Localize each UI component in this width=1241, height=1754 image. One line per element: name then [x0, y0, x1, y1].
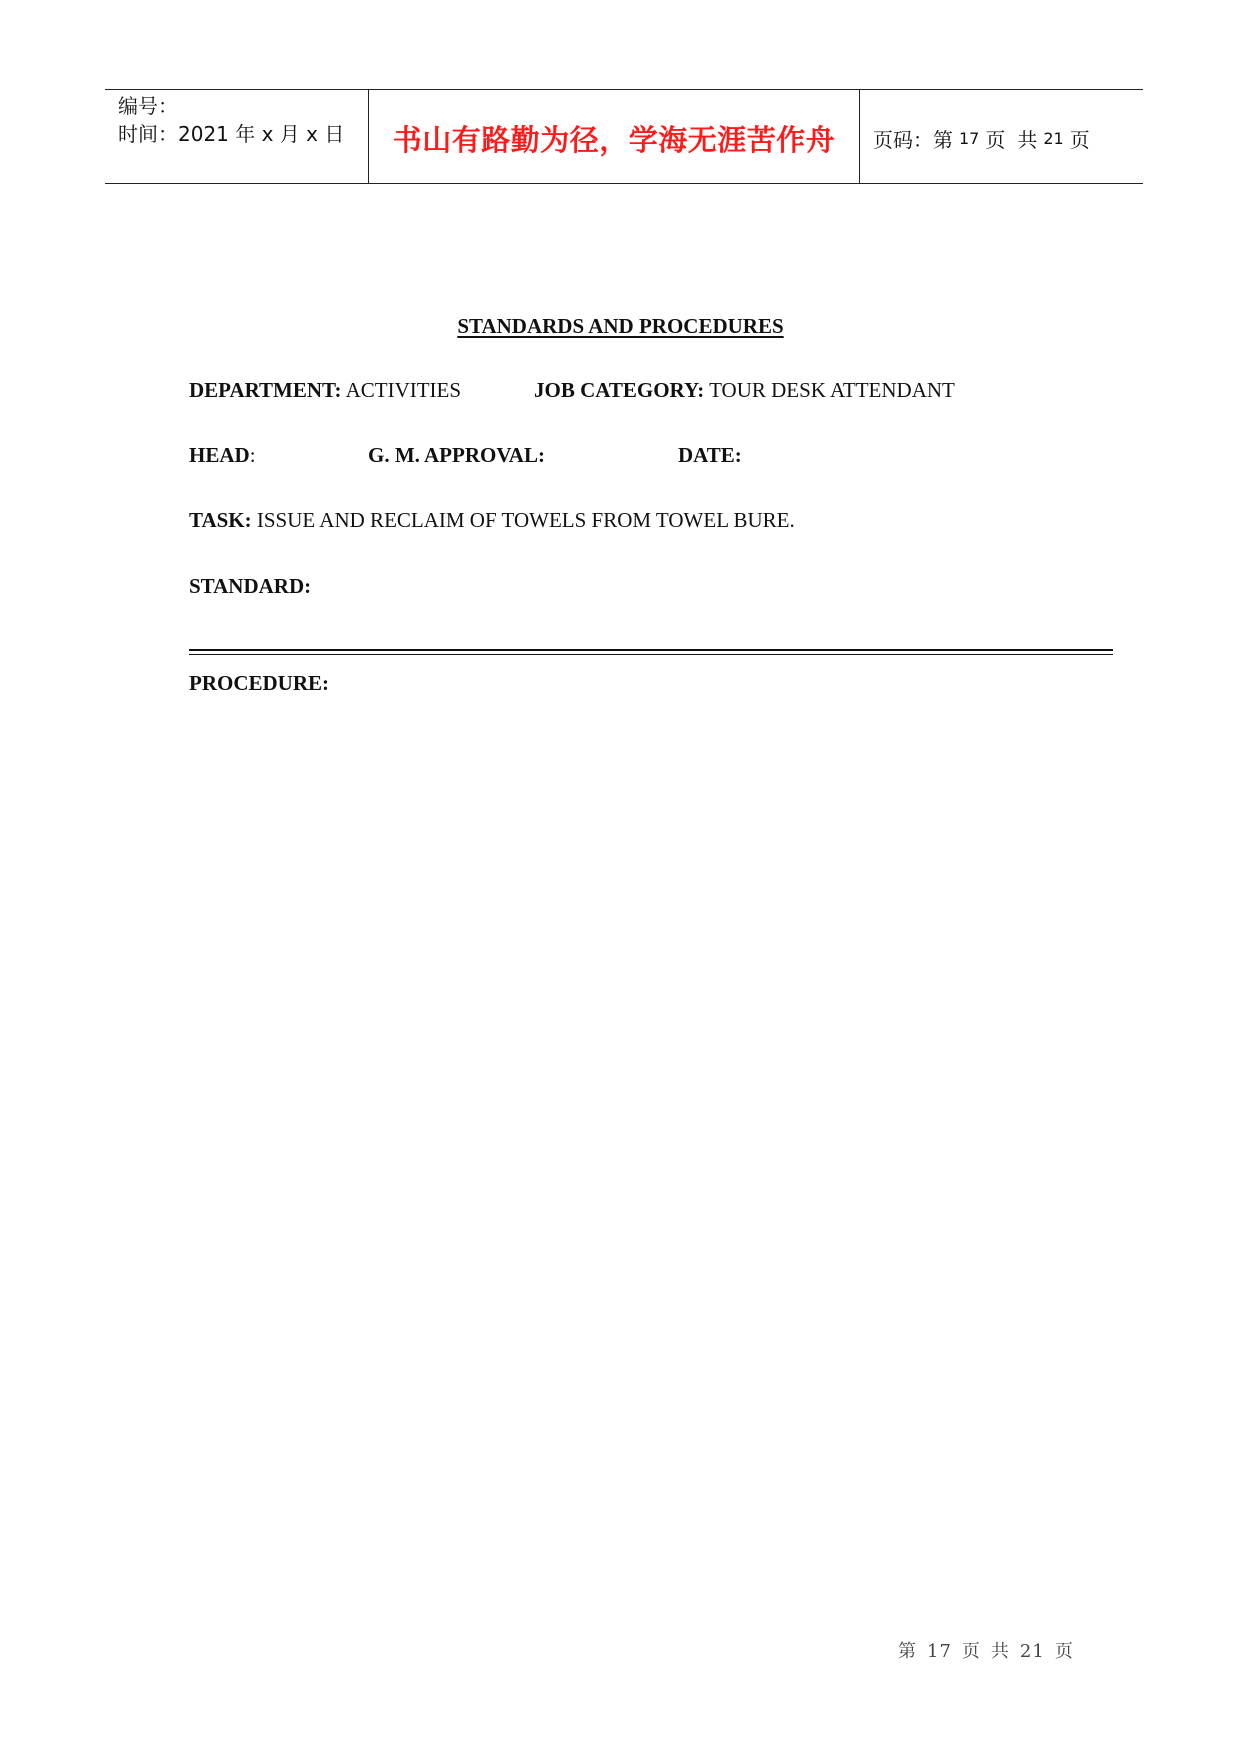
head-colon: :	[249, 443, 256, 467]
page-footer	[898, 1637, 1084, 1663]
time-line	[118, 120, 368, 148]
procedure-label: PROCEDURE:	[189, 671, 329, 695]
page-total-label: 共	[1017, 128, 1038, 152]
header-meta-cell	[105, 90, 369, 183]
footer-current: 17	[927, 1641, 952, 1662]
standard-row	[189, 574, 311, 599]
time-value: 2021 年 x 月 x 日	[178, 122, 345, 146]
task-value: ISSUE AND RECLAIM OF TOWELS FROM TOWEL BURE.	[251, 508, 795, 532]
job-category-label: JOB CATEGORY:	[534, 378, 705, 402]
footer-mid: 页	[961, 1641, 981, 1662]
footer-total-label: 共	[990, 1641, 1010, 1662]
time-label: 时间：	[118, 122, 178, 146]
page-label: 页码：第	[873, 128, 953, 152]
standard-label: STANDARD:	[189, 574, 312, 598]
page-suffix: 页	[1069, 128, 1090, 152]
head-label: HEAD	[189, 443, 250, 467]
page-current: 17	[959, 129, 980, 148]
footer-prefix: 第	[898, 1641, 917, 1662]
department-row	[189, 378, 955, 403]
gm-approval-label: G. M. APPROVAL:	[368, 443, 545, 467]
date-label: DATE:	[678, 443, 742, 467]
page-total: 21	[1043, 129, 1064, 148]
approval-row	[189, 443, 742, 468]
header-motto-cell	[369, 90, 860, 183]
serial-label: 编号：	[118, 94, 178, 118]
task-row	[189, 508, 795, 533]
section-divider	[189, 649, 1113, 655]
footer-suffix: 页	[1054, 1641, 1074, 1662]
motto-text: 书山有路勤为径，学海无涯苦作舟	[392, 123, 836, 157]
job-category	[534, 378, 955, 403]
footer-total: 21	[1019, 1641, 1045, 1662]
department-value: ACTIVITIES	[341, 378, 462, 402]
task-label: TASK:	[189, 508, 252, 532]
page-of: 页	[985, 128, 1006, 152]
procedure-row	[189, 671, 329, 696]
job-category-value: TOUR DESK ATTENDANT	[704, 378, 955, 402]
document-title: STANDARDS AND PROCEDURES	[457, 314, 784, 338]
header-page-cell	[860, 90, 1143, 183]
page-header	[105, 89, 1143, 184]
department-label: DEPARTMENT:	[189, 378, 342, 402]
